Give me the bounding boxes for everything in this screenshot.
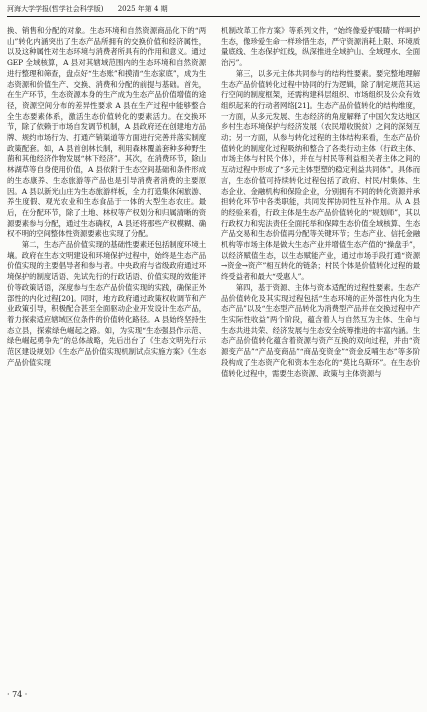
page-number: · 74 · — [7, 690, 28, 699]
paragraph: 第三，以多元主体共同参与的结构性要素。要完整地理解生态产品价值转化过程中协同的行为逻辑，除了制定规范其运行空间的制度框架，还需构建科层组织、市场组织及公众有效组织起来的行动者网络[21]。生态产品价值转化的结构维度，一方面，从多元发展、生态经济的角度解释了中国欠发达地区乡村生态环境保护与经济发展（农民增收脱贫）之间的深刻互动；另一方面，从参与转化过程的主体结构来看，生态产品价值转化的制度化过程吸纳和整合了各类行动主体（行政主体、市场主体与村民个体），并在与村民等利益相关者主体之间的互动过程中形成了“多元主体型塑的稳定利益共同体”。具体而言，生态价值可持续转化过程包括了政府、村民/村集体、生态企业、金融机构和保险企业，分别拥有不同的转化资源并承担转化环节中各类职能，共同发挥协同性互补作用。从 A 县的经验来看，行政主体是生态产品价值转化的“规划师”，其以行政权力和宪法责任全面托举和保障生态价值全域核算、生态产品交易和生态价值再分配等关键环节；生态产业、信托金融机构等市场主体是做大生态产业并增值生态产值的“操盘手”，以经济赋值生态，以生态赋能产业，通过市场手段打通“资源→资金→资产”相互转化的链条；村民个体是价值转化过程的最终受益者和最大“受惠人”。 — [221, 68, 420, 282]
paragraph: 换、销售和分配的对象。生态环境和自然资源商品化下的“两山”转化内涵突出了生态产品所拥有的交换价值和经济属性，以及这种属性对生态环境与消费者所具有的作用和意义。通过 GEP 全域核算，A 县对其辖域范围内的生态环境和自然资源进行整理和筛查，盘点好“生态账”和摸清“生态家底”，成为生态资源和价值生产、交换、消费和分配的前提与基础。首先，在生产环节，生态资源本身的生产成为生态产品价值增值的途径，资源空间分布的差异性要求 A 县在生产过程中能够整合全生态要素体系，激活生态价值转化的要素活力。在交换环节，除了依赖于市场自发调节机制，A 县政府还在创建地方品牌、规约市场行为、打通产销渠道等方面进行完善并落实制度政策配套。如，A 县首创林长制，利用森林覆盖套种多种野生菌和其他经济作物发展“林下经济”。其次，在消费环节，除山林湖草等自身使用价值，A 县依附于生态空间基础和条件形成的生态康养、生态旅游等产品也是引导消费者消费的主要原因。A 县以新光山庄为生态旅游样板，全力打造集休闲旅游、养生度假、观光农业和生态食品于一体的大型生态农庄。最后，在分配环节，除了土地、林权等产权划分和归属清晰的资源要素参与分配，通过生态确权，A 县还将那些产权模糊、确权不明的空间整体性资源要素也实现了分配。 — [7, 26, 206, 239]
left-column — [7, 26, 206, 369]
paragraph: 机制改革工作方案》等系列文件，“始终像爱护眼睛一样呵护生态，像珍爱生命一样珍惜生态，严守资源消耗上限、环境质量底线、生态保护红线，纵深推进全域护山、全域理水、全面治污”。 — [221, 26, 420, 68]
running-header — [7, 5, 420, 14]
right-column — [221, 26, 420, 379]
journal-title: 河海大学学报(哲学社会科学版) — [7, 5, 104, 13]
paragraph: 第二，生态产品价值实现的基础性要素还包括制度环境土壤。政府在生态文明建设和环境保护过程中，始终是生态产品价值实现的主要倡导者和参与者。中央政府与省级政府通过环境保护的制度话语、先试先行的行政话语、价值实现的效能评价等政策话语，深度参与生态产品价值实现的实践，确保正外部性的内化过程[20]。同时，地方政府通过政策权收调节和产业政策引导，积极配合甚至全面驱动企业开发设计生态产品，着力探索适应辖域区位条件的价值转化路径。A 县始终坚持生态立县，探索绿色崛起之路。如，为实现“生态强县作示范、绿色崛起勇争先”的总体战略，先后出台了《生态文明先行示范区建设规划》《生态产品价值实现机制试点实施方案》《生态产品价值实现 — [7, 240, 206, 367]
issue-label: 2025 年第 4 期 — [117, 5, 168, 13]
header-rule — [7, 16, 420, 17]
paragraph: 第四，基于资源、主体与资本适配的过程性要素。生态产品价值转化及其实现过程包括“生态环境的正外部性内化为生态产品”以及“生态型产品转化为消费型产品并在交换过程中产生实际性收益”两个阶段，蕴含着人与自然互为主体、生命与生态共进共荣、经济发展与生态安全统筹推进的丰富内涵。生态产品价值转化蕴含着资源与资产互换的双向过程，并由“资源变产品”“产品变商品”“商品变资金”“资金反哺生态”等多阶段构成了生态资产化和资本生态化的“莫比乌斯环”。在生态价值转化过程中，需要生态资源、政策与主体资源与 — [221, 282, 420, 378]
